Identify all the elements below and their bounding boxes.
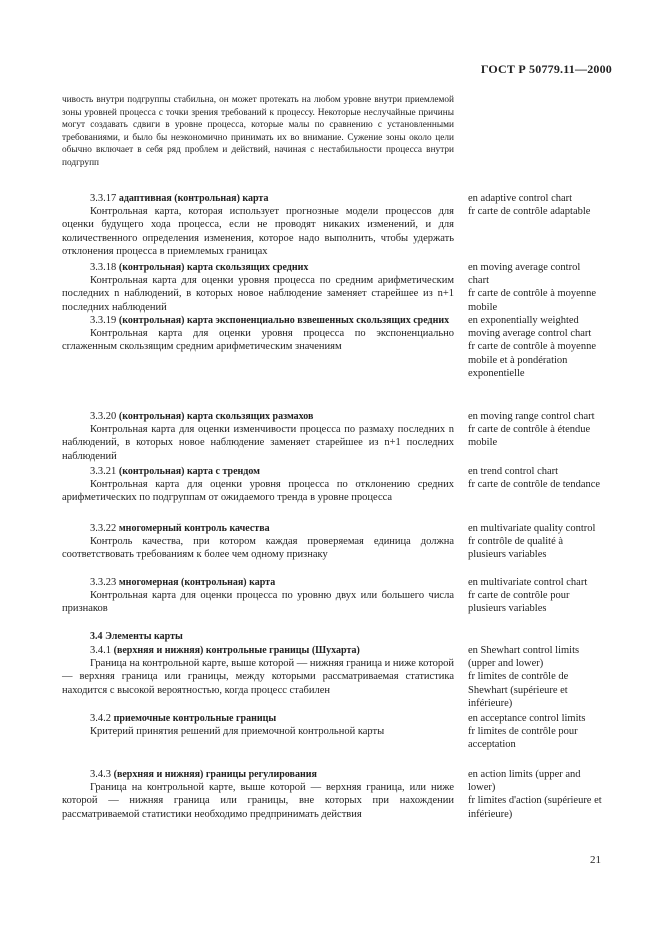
french-term: fr carte de contrôle à étendue mobile [468,424,591,449]
term-title: (контрольная) карта скользящих средних [118,262,309,273]
term-3-3-22 [62,522,454,562]
term-title: (контрольная) карта с трендом [118,466,260,477]
term-3-4-3-translations [468,768,603,821]
term-definition: Контрольная карта для оценки уровня процесса по экспоненциально сглаженным скользящим средним арифметическим значениям [62,328,454,353]
term-definition: Контрольная карта для оценки изменчивости процесса по размаху последних n наблюдений, в которых новое наблюдение заменяет старейшее из n+1 последних наблюдений [62,424,454,462]
intro-text: чивость внутри подгруппы стабильна, он может протекать на любом уровне внутри приемлемой зоны уровней процесса с точки зрения требований к процессу. Некоторые неслучайные причины могут создавать сдвиги в уровне процесса, которые малы по сравнению с установленными требованиями, и было бы неэкономично принимать их во внимание. Сужение зоны около цели обычно включает в себя ряд проблем и действий, начиная с нестабильности процесса внутри подгрупп [62,95,454,168]
french-term: fr carte de contrôle à moyenne mobile [468,288,596,313]
term-definition: Контрольная карта для оценки уровня процесса по отклонению средних арифметических по подгруппам от ожидаемого тренда в уровне процесса [62,479,454,504]
term-definition: Граница на контрольной карте, выше которой — нижняя граница и ниже которой — верхняя граница или границы, между которыми рассматриваемая статистика находится с высокой вероятностью, когда процесс стабилен [62,658,455,696]
term-number: 3.3.22 [90,523,117,534]
section-number: 3.4 [90,631,103,642]
term-title: (верхняя и нижняя) контрольные границы (Шухарта) [113,645,360,656]
term-3-4-2 [62,712,454,738]
french-term: fr limites de contrôle pour acceptation [468,726,578,751]
term-number: 3.3.19 [90,315,117,326]
term-3-3-20-translations [468,410,603,450]
term-definition: Контрольная карта для оценки процесса по уровню двух или большего числа признаков [62,590,454,615]
term-3-3-21 [62,465,454,505]
english-term: en exponentially weighted moving average control chart [468,315,592,340]
term-number: 3.3.21 [90,466,117,477]
term-title: (контрольная) карта скользящих размахов [118,411,314,422]
term-3-3-17-translations [468,192,603,218]
term-definition: Граница на контрольной карте, выше которой — верхняя граница, или ниже которой — нижняя граница или границы, вне которых при нахождении рассматриваемой статистики необходимо предпринимать действия [62,782,454,820]
term-definition: Контрольная карта, которая использует прогнозные модели процессов для оценки будущего хода процесса, если не проводят никаких изменений, и для количественного определения изменения, которое надо выполнить, чтобы удержать отклонения процесса в приемлемых границах [62,206,454,257]
term-3-3-18-translations [468,261,603,314]
term-number: 3.3.17 [90,193,117,204]
french-term: fr carte de contrôle de tendance [468,479,601,491]
term-3-3-22-translations [468,522,603,562]
term-3-4-2-translations [468,712,603,752]
english-term: en moving average control chart [468,262,581,287]
english-term: en Shewhart control limits (upper and lower) [468,645,580,670]
term-definition: Контроль качества, при котором каждая проверяемая единица должна соответствовать требованиям к более чем одному признаку [62,536,454,561]
term-3-4-3 [62,768,454,821]
page-number: 21 [590,854,601,866]
term-title: многомерный контроль качества [118,523,270,534]
english-term: en action limits (upper and lower) [468,769,581,794]
term-number: 3.3.23 [90,577,117,588]
term-number: 3.4.2 [90,713,111,724]
english-term: en adaptive control chart [468,193,573,204]
term-3-3-17 [62,192,454,258]
term-3-3-18 [62,261,454,314]
term-3-3-19 [62,314,454,354]
term-number: 3.3.18 [90,262,117,273]
french-term: fr contrôle de qualité à plusieurs variables [468,536,564,561]
term-title: многомерная (контрольная) карта [118,577,276,588]
term-3-3-23 [62,576,454,616]
term-3-3-23-translations [468,576,603,616]
french-term: fr carte de contrôle adaptable [468,206,591,218]
term-3-4-1 [62,644,454,697]
term-title: адаптивная (контрольная) карта [118,193,269,204]
french-term: fr limites de contrôle de Shewhart (supérieure et inférieure) [468,671,569,709]
french-term: fr limites d'action (supérieure et inférieure) [468,795,602,820]
term-3-4-1-translations [468,644,603,710]
term-number: 3.4.1 [90,645,111,656]
term-3-3-21-translations [468,465,603,491]
section-heading [62,630,454,643]
term-definition: Контрольная карта для оценки уровня процесса по средним арифметическим последних n наблюдений, в которых новое наблюдение заменяет старейшее из n+1 последних наблюдений [62,275,454,313]
french-term: fr carte de contrôle pour plusieurs variables [468,590,570,615]
english-term: en acceptance control limits [468,713,586,724]
term-3-3-19-translations [468,314,603,380]
term-number: 3.4.3 [90,769,111,780]
term-title: (верхняя и нижняя) границы регулирования [113,769,317,780]
english-term: en moving range control chart [468,411,595,422]
english-term: en multivariate quality control [468,523,596,534]
term-definition: Критерий принятия решений для приемочной контрольной карты [90,726,385,738]
english-term: en multivariate control chart [468,577,588,588]
english-term: en trend control chart [468,466,559,477]
french-term: fr carte de contrôle à moyenne mobile et à pondération exponentielle [468,341,596,379]
term-number: 3.3.20 [90,411,117,422]
term-title: (контрольная) карта экспоненциально взвешенных скользящих средних [118,315,450,326]
term-title: приемочные контрольные границы [113,713,277,724]
term-3-3-20 [62,410,454,463]
intro-paragraph [62,94,454,170]
document-header: ГОСТ Р 50779.11—2000 [480,62,612,76]
section-title: Элементы карты [105,631,183,642]
